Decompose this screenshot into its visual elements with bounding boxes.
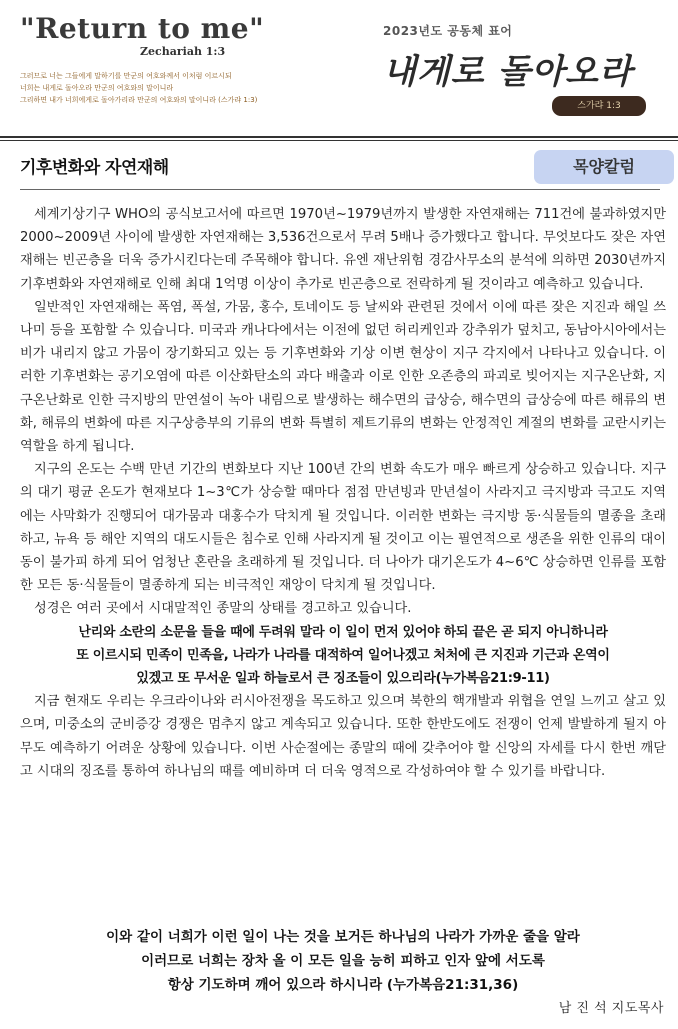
scripture-quote-line: 난리와 소란의 소문을 들을 때에 두려워 말라 이 일이 먼저 있어야 하되 끝은 곧 되지 아니하니라: [78, 624, 608, 640]
theme-label: 2023년도 공동체 표어: [383, 24, 513, 38]
closing-line: 항상 기도하며 깨어 있으라 하시니라 (누가복음21:31,36): [167, 977, 519, 993]
header-divider-thin: [0, 140, 678, 141]
motto-verses: [20, 70, 320, 106]
paragraph: 지금 현재도 우리는 우크라이나와 러시아전쟁을 목도하고 있으며 북한의 핵개발과 위협을 연일 느끼고 살고 있으며, 미중소의 군비증강 경쟁은 멈추지 않고 계속되고 있습니다. 또한 한반도에도 전쟁이 언제 발발하게 될지 아무도 예측하기 어려운 상황에 있습니다. 이번 사순절에는 종말의 때에 갖추어야 할 신앙의 자세를 다시 한번 깨닫고 시대의 징조를 통하여 하나님의 때를 예비하며 더 더욱 영적으로 각성하여야 할 수 있기를 바랍니다.: [20, 694, 666, 779]
article-body: [20, 203, 666, 783]
scripture-quote-line: 있겠고 또 무서운 일과 하늘로서 큰 징조들이 있으리라(누가복음21:9-11): [136, 671, 550, 687]
paragraph: 일반적인 자연재해는 폭염, 폭설, 가뭄, 홍수, 토네이도 등 날씨와 관련된 것에서 이에 따른 잦은 지진과 해일 쓰나미 등을 포함할 수 있습니다. 미국과 캐나다에서는 이전에 없던 허리케인과 강추위가 덮치고, 동남아시아에서는 비가 내리지 않고 가뭄이 장기화되고 있는 등 기후변화와 기상 이변 현상이 지구 각지에서 나타나고 있습니다. 이러한 기후변화는 공기오염에 따른 이산화탄소의 과다 배출과 이로 인한 오존층의 파괴로 빚어지는 지구온난화, 지구온난화로 인한 극지방의 만연설이 녹아 내림으로 발생하는 해수면의 급상승, 해수면의 급상승에 따른 해류의 변화, 해류의 변화에 따른 지구상층부의 기류의 변화 특별히 제트기류의 변화는 안정적인 계절의 변화를 교란시키는 역할을 하게 됩니다.: [20, 299, 666, 455]
paragraph: 성경은 여러 곳에서 시대말적인 종말의 상태를 경고하고 있습니다.: [34, 601, 412, 617]
closing-line: 이러므로 너희는 장차 올 이 모든 일을 능히 피하고 인자 앞에 서도록: [141, 953, 545, 969]
verse-line: 그리하면 내가 너희에게로 돌아가리라 만군의 여호와의 말이니라 (스가랴 1:3): [20, 96, 258, 104]
author-signature: 남 진 석 지도목사: [558, 1001, 664, 1016]
header-divider: [0, 136, 678, 138]
scripture-quote-line: 또 이르시되 민족이 민족을, 나라가 나라를 대적하여 일어나겠고 처처에 큰 지진과 기근과 온역이: [76, 647, 610, 663]
verse-line: 너희는 내게로 돌아오라 만군의 여호와의 말이니라: [20, 84, 174, 92]
theme-reference-badge: 스가랴 1:3: [552, 96, 646, 116]
title-underline: [20, 189, 660, 190]
bulletin-header: [0, 0, 678, 132]
closing-line: 이와 같이 너희가 이런 일이 나는 것을 보거든 하나님의 나라가 가까운 줄을 알라: [106, 929, 580, 945]
motto-reference: Zechariah 1:3: [140, 45, 226, 58]
closing-scripture: [20, 925, 666, 997]
verse-line: 그러므로 너는 그들에게 말하기를 만군의 여호와께서 이처럼 이르시되: [20, 72, 232, 80]
paragraph: 세계기상기구 WHO의 공식보고서에 따르면 1970년~1979년까지 발생한 자연재해는 711건에 불과하였지만 2000~2009년 사이에 발생한 자연재해는 3,536건으로서 무려 5배나 증가했다고 합니다. 무엇보다도 잦은 자연 재해는 빈곤층을 더욱 증가시킨다는데 주목해야 합니다. 유엔 재난위험 경감사무소의 분석에 의하면 2030년까지 기후변화와 자연재해로 인해 최대 1억명 이상이 추가로 빈곤층으로 전락하게 될 것이라고 예측하고 있습니다.: [20, 207, 666, 292]
paragraph: 지구의 온도는 수백 만년 기간의 변화보다 지난 100년 간의 변화 속도가 매우 빠르게 상승하고 있습니다. 지구의 대기 평균 온도가 현재보다 1~3℃가 상승할 때마다 점점 만년빙과 만년설이 사라지고 극지방과 극고도 지역에는 사막화가 진행되어 대가뭄과 대홍수가 닥치게 될 것입니다. 이러한 변화는 극지방 동·식물들의 멸종을 초래하고, 뉴욕 등 해안 지역의 대도시들은 침수로 인해 사라지게 될 것이고 이는 필연적으로 생존을 위한 인류의 대이동이 불가피 하게 되어 엄청난 혼란을 초래하게 될 것입니다. 더 나아가 대기온도가 4~6℃ 상승하면 인류를 포함한 모든 동·식물들이 멸종하게 되는 비극적인 재앙이 닥치게 될 것입니다.: [20, 462, 666, 594]
motto-title: "Return to me": [20, 12, 265, 45]
theme-title: 내게로 돌아오라: [383, 52, 633, 92]
column-badge: 목양칼럼: [534, 150, 674, 184]
article-title: 기후변화와 자연재해: [20, 158, 169, 178]
